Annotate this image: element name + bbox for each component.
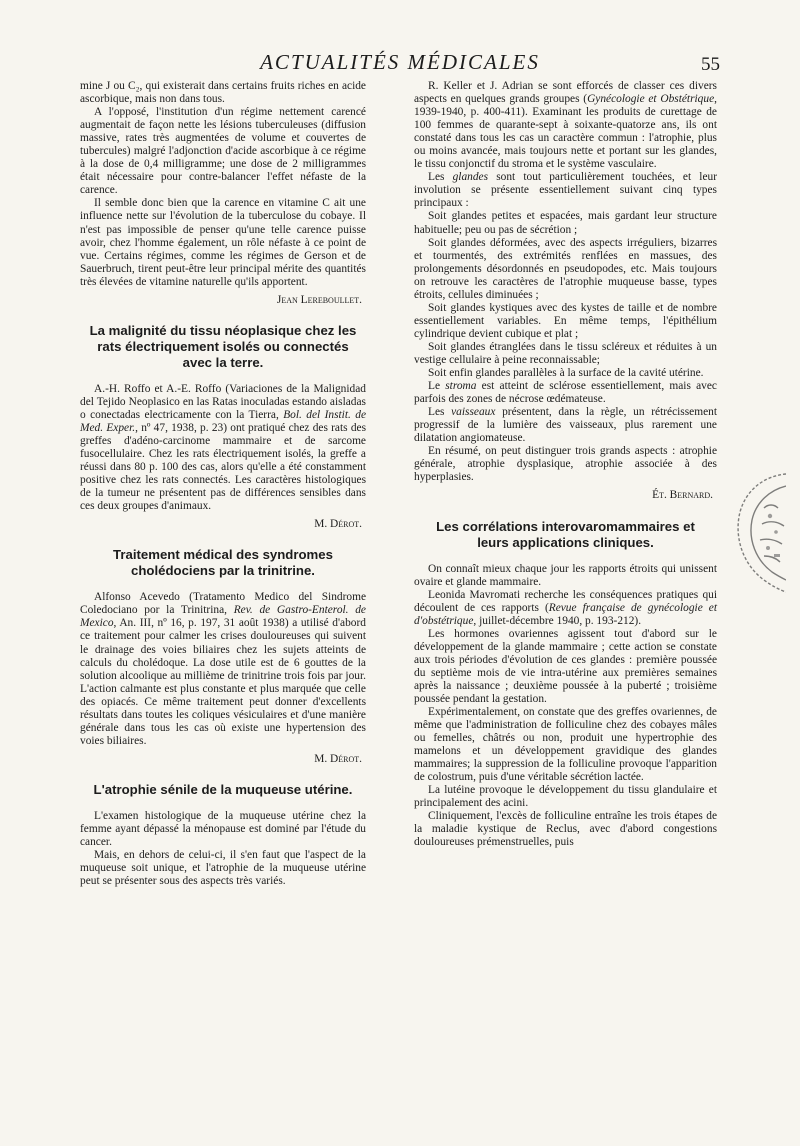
- page-number: 55: [701, 54, 720, 75]
- author-signature: Ét. Bernard.: [652, 489, 713, 502]
- text: sont tout particulièrement touchées, et leur involution se présente essentiellement suivant cinq types principaux :: [414, 171, 717, 210]
- right-column: [414, 80, 717, 850]
- paragraph: [414, 171, 717, 210]
- emphasis: stroma: [445, 380, 477, 393]
- page-header: [80, 50, 720, 78]
- paragraph: L'examen histologique de la muqueuse utérine chez la femme ayant dépassé la ménopause est dominé par l'étude du cancer.: [80, 809, 366, 849]
- journal-title: Rev. de Gastro-Enterol. de Mexico: [80, 604, 366, 630]
- emphasis: glandes: [452, 171, 489, 184]
- paragraph: On connaît mieux chaque jour les rapports étroits qui unissent ovaire et glande mammaire.: [414, 562, 717, 588]
- paragraph: En résumé, on peut distinguer trois grands aspects : atrophie générale, atrophie dysplasique, atrophie associée à des hyperplasies.: [414, 445, 717, 484]
- text: , 1939-1940, p. 400-411). Examinant les produits de curettage de 100 femmes de quarante-sept à soixante-quatorze ans, ils ont constaté dans tous les cas un caractère commun : l'atrophie, plus ou moins avancée, mais toujours nette et portant sur les glandes, le tissu conjonctif du stroma et le système vasculaire.: [414, 93, 717, 171]
- text: est atteint de sclérose essentiellement, mais avec parfois des zones de nécrose œdémateuse.: [414, 380, 717, 406]
- paragraph: Soit enfin glandes parallèles à la surface de la cavité utérine.: [428, 367, 704, 380]
- paragraph: Les hormones ovariennes agissent tout d'abord sur le développement de la glande mammaire ; cette action se constate aux trois périodes d'évolution de ces glandes : première poussée du septième mois de vie intra-utérine aux premières semaines après la naissance ; deuxième poussée à la puberté ; troisième poussée pendant la gestation.: [414, 627, 717, 705]
- paragraph: Expérimentalement, on constate que des greffes ovariennes, de même que l'administration de folliculine chez des cobayes mâles ou femelles, châtrés ou non, produit une hypertrophie des mamelons et un développement gravidique des glandes mammaires; la suppression de la folliculine provoque l'apparition de colostrum, puis d'une véritable sécrétion lactée.: [414, 706, 717, 784]
- journal-title: Gynécologie et Obstétrique: [587, 93, 715, 106]
- article-title: L'atrophie sénile de la muqueuse utérine.: [93, 781, 353, 797]
- text: , nº 47, 1938, p. 23) ont pratiqué chez des rats des greffes d'adéno-carcinome mammaire et de sarcome fusocellulaire. Chez les rats électriquement isolés, la greffe a réussi dans 80 p. 100 des cas, alors qu'elle a été constamment positive chez les rats connectés. Les caractères histologiques de la tumeur ne présentent pas de différences sensibles dans ces deux groupes d'animaux.: [80, 421, 367, 513]
- paragraph: [414, 80, 717, 171]
- article-title: Les corrélations interovaromammaires et leurs applications cliniques.: [436, 518, 695, 550]
- paragraph: Soit glandes déformées, avec des aspects irréguliers, bizarres et tourmentés, des extrémités renflées en massues, des prolongements désordonnés en pseudopodes, etc. Mais toujours on retrouve les caractères de l'atrophie muqueuse basse, types étroits, cellules diminuées ;: [414, 236, 717, 301]
- paragraph: Cliniquement, l'excès de folliculine entraîne les trois étapes de la maladie kystique de Reclus, avec d'abord congestions douloureuses prémenstruelles, puis: [414, 810, 717, 849]
- paragraph: [414, 589, 717, 628]
- text: présentent, dans la règle, un rétrécissement progressif de la lumière des vaisseaux, plus rarement une dilatation angiomateuse.: [414, 406, 718, 445]
- paragraph: [414, 380, 717, 406]
- paragraph: Soit glandes petites et espacées, mais gardant leur structure habituelle; peu ou pas de sécrétion ;: [414, 210, 717, 236]
- author-signature: M. Dérot.: [314, 518, 362, 531]
- text: Alfonso Acevedo (Tratamento Medico del Sindrome Coledociano por la Trinitrina,: [80, 591, 366, 617]
- paragraph: La lutéine provoque le développement du tissu glandulaire et principalement des acini.: [414, 784, 717, 810]
- article-title: Traitement médical des syndromes cholédociens par la trinitrine.: [113, 547, 333, 579]
- paragraph: Soit glandes kystiques avec des kystes de taille et de nombre essentiellement variables. En même temps, l'épithélium cylindrique devient cubique et plat ;: [414, 301, 717, 340]
- paragraph: mine J ou C₂, qui existerait dans certains fruits riches en acide ascorbique, mais non dans tous.: [80, 80, 366, 106]
- library-stamp-icon: [724, 468, 786, 596]
- author-signature: M. Dérot.: [314, 752, 362, 765]
- text: Leonida Mavromati recherche les conséquences pratiques qui découlent de ces rapports (: [414, 588, 717, 614]
- paragraph: [80, 383, 366, 513]
- paragraph: Mais, en dehors de celui-ci, il s'en faut que l'aspect de la muqueuse soit unique, et l'atrophie de la muqueuse utérine peut se présenter sous des aspects très variés.: [80, 849, 366, 888]
- article-title: La malignité du tissu néoplasique chez les rats électriquement isolés ou connectés avec la terre.: [89, 322, 357, 370]
- emphasis: vaisseaux: [451, 406, 496, 419]
- text: , juillet-décembre 1940, p. 193-212).: [473, 614, 642, 627]
- text: , An. III, nº 16, p. 197, 31 août 1938) a utilisé d'abord ce traitement pour calmer les crises douloureuses qui suivent le drainage des voies biliaires chez les sujets atteints de calculs du cholédoque. La dose utile est de 6 gouttes de la solution alcoolique au millième de trinitrine trois fois par jour. L'action calmante est plus constante et plus marquée que celle des opiacés. Ce même traitement peut donner d'excellents résultats dans toutes les coliques vésiculaires et d'une manière générale dans tous les cas où existe une hypertension des voies biliaires.: [80, 617, 366, 747]
- paragraph: A l'opposé, l'institution d'un régime nettement carencé augmentait de façon nette les lésions tuberculeuses (diffusion massive, rates très augmentées de volume et couvertes de tubercules) malgré l'adjonction d'acide ascorbique à ce régime à la dose de 0,4 milligramme; une dose de 2 milligrammes était nécessaire pour contre-balancer l'effet néfaste de la carence.: [80, 106, 366, 197]
- text: R. Keller et J. Adrian se sont efforcés de classer ces divers aspects en quelques grands groupes (: [414, 80, 717, 106]
- text: A.-H. Roffo et A.-E. Roffo (Variaciones de la Malignidad del Tejido Neoplasico en las Ratas inoculadas estando aisladas o conectadas electricamente con la Tierra,: [80, 382, 366, 421]
- running-title: ACTUALITÉS MÉDICALES: [260, 50, 540, 74]
- paragraph: Soit glandes étranglées dans le tissu scléreux et réduites à un vestige cellulaire à peine reconnaissable;: [414, 340, 717, 366]
- paragraph: Il semble donc bien que la carence en vitamine C ait une influence nette sur l'évolution de la tuberculose du cobaye. Il n'est pas impossible de penser qu'une telle carence puisse avoir, chez l'homme également, un rôle néfaste à ce point de vue. Certains régimes, comme les régimes de Gerson et de Sauerbruch, tirent peut-être leur principal mérite des quantités très élevées de vitamine naturelle qu'ils apportent.: [80, 197, 366, 288]
- left-column: [80, 80, 366, 888]
- text: Les: [428, 406, 452, 419]
- paragraph: [414, 406, 717, 445]
- paragraph: [80, 591, 366, 748]
- text: Le: [428, 380, 446, 393]
- journal-title: Bol. del Instit. de Med. Exper.: [80, 408, 367, 434]
- journal-title: Revue française de gynécologie et d'obstétrique: [414, 601, 717, 627]
- text: Les: [428, 171, 453, 184]
- author-signature: Jean Lereboullet.: [276, 293, 362, 306]
- stamp-graphic: [724, 468, 786, 596]
